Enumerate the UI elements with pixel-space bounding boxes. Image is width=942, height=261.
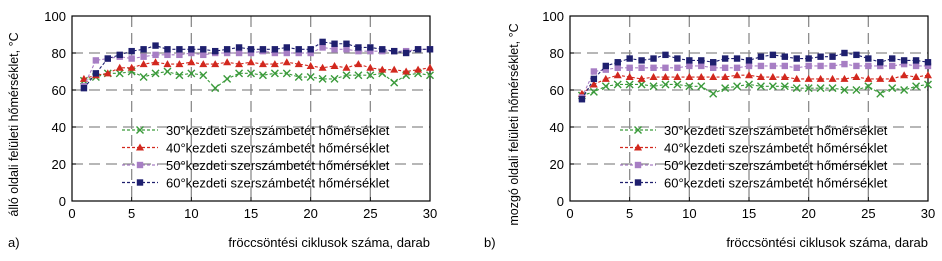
legend-label: 50°kezdeti szerszámbetét hőmérséklet [664,158,888,173]
x-tick-label: 10 [184,206,199,221]
legend-label: 30°kezdeti szerszámbetét hőmérséklet [664,123,888,138]
data-point [829,54,835,60]
data-point [391,48,397,54]
legend-label: 30°kezdeti szerszámbetét hőmérséklet [166,123,390,138]
legend-label: 50°kezdeti szerszámbetét hőmérséklet [166,158,390,173]
data-point [319,44,325,50]
x-axis-label: fröccsöntési ciklusok száma, darab [228,235,430,250]
data-point [662,52,668,58]
legend-label: 60°kezdeti szerszámbetét hőmérséklet [664,175,888,191]
legend-item [122,141,390,156]
panel-label: b) [484,235,496,250]
data-point [710,90,717,97]
x-tick-label: 5 [128,206,136,221]
data-point [805,55,811,61]
data-point [414,66,422,73]
data-point [116,70,123,77]
data-point [615,65,621,71]
data-point [152,52,158,58]
series-line [84,72,430,89]
data-point [698,57,704,63]
data-point [319,39,325,45]
x-tick-label: 5 [626,206,634,221]
legend-label: 40°kezdeti szerszámbetét hőmérséklet [664,140,888,156]
data-point [733,71,741,78]
data-point [794,55,800,61]
data-point [746,63,752,69]
data-point [638,65,644,71]
series-4 [579,50,931,103]
y-tick-label: 40 [51,120,66,135]
data-point [698,63,704,69]
data-point [900,71,908,78]
data-point [635,162,641,168]
data-point [852,73,860,80]
data-point [901,57,907,63]
legend-item [122,158,390,173]
data-point [853,52,859,58]
data-point [391,79,398,86]
data-point [865,63,871,69]
x-tick-label: 15 [741,206,757,221]
data-point [769,73,777,80]
data-point [224,75,231,82]
legend-item [620,176,888,191]
x-tick-label: 30 [920,206,936,221]
data-point [865,55,871,61]
data-point [354,60,362,67]
data-point [390,66,398,73]
data-point [794,65,800,71]
data-point [164,46,170,52]
y-tick-label: 80 [51,46,66,61]
data-point [626,65,632,71]
data-point [343,46,349,52]
data-point [176,46,182,52]
series-line [84,42,430,88]
series-line [582,53,928,99]
data-point [782,63,788,69]
data-point [722,65,728,71]
data-point [224,46,230,52]
y-tick-label: 100 [44,9,66,24]
data-point [650,65,656,71]
data-point [686,57,692,63]
data-point [805,63,811,69]
data-point [710,59,716,65]
data-point [817,63,823,69]
x-tick-label: 20 [303,206,318,221]
x-tick-label: 25 [861,206,876,221]
data-point [105,55,111,61]
x-tick-label: 0 [68,206,76,221]
data-point [579,96,585,102]
data-point [615,59,621,65]
y-tick-label: 20 [549,157,564,172]
data-point [758,54,764,60]
data-point [247,58,255,65]
data-point [602,83,609,90]
data-point [841,61,847,67]
data-point [200,52,206,58]
data-point [841,50,847,56]
data-point [212,48,218,54]
data-point [626,73,634,80]
data-point [188,46,194,52]
data-point [829,75,837,82]
data-point [591,76,597,82]
data-point [284,44,290,50]
series-2 [80,58,434,82]
y-tick-label: 40 [549,120,564,135]
series-4 [81,39,433,92]
x-tick-label: 25 [363,206,378,221]
data-point [913,57,919,63]
data-point [248,46,254,52]
x-tick-label: 20 [801,206,816,221]
data-point [710,65,716,71]
data-point [746,57,752,63]
y-tick-label: 20 [51,157,66,172]
legend-item [122,123,390,138]
data-point [403,50,409,56]
data-point [925,59,931,65]
chart-panel-b [484,9,935,250]
data-point [734,55,740,61]
data-point [853,63,859,69]
data-point [888,75,896,82]
data-point [674,65,680,71]
y-tick-label: 80 [549,46,564,61]
legend [620,123,888,191]
data-point [272,46,278,52]
data-point [128,55,134,61]
panel-label: a) [8,235,20,250]
data-point [164,52,170,58]
data-point [93,57,99,63]
data-point [889,55,895,61]
data-point [343,41,349,47]
y-tick-label: 0 [58,194,66,209]
x-axis-label: fröccsöntési ciklusok száma, darab [726,235,928,250]
data-point [674,55,680,61]
data-point [745,71,753,78]
data-point [140,54,146,60]
data-point [140,74,147,81]
data-point [137,162,143,168]
data-point [331,62,339,69]
y-tick-label: 60 [549,83,564,98]
data-point [152,58,160,65]
data-point [924,71,932,78]
data-point [770,63,776,69]
data-point [638,81,645,88]
data-point [176,52,182,58]
data-point [283,70,290,77]
data-point [734,65,740,71]
data-point [426,64,434,71]
data-point [307,46,313,52]
y-tick-label: 60 [51,83,66,98]
x-tick-label: 0 [566,206,574,221]
data-point [117,52,123,58]
data-point [379,46,385,52]
data-point [223,58,231,65]
data-point [770,52,776,58]
data-point [913,63,919,69]
data-point [662,81,669,88]
y-tick-label: 100 [542,9,564,24]
data-point [782,54,788,60]
data-point [152,42,158,48]
data-point [283,58,291,65]
data-point [889,63,895,69]
data-point [635,179,641,185]
data-point [877,90,884,97]
data-point [638,57,644,63]
data-point [758,63,764,69]
data-point [603,63,609,69]
data-point [163,60,171,67]
legend-item [620,158,888,173]
y-axis-label: álló oldali felületi hőmérséklet, °C [7,32,21,217]
data-point [236,50,242,56]
chart-panel-a [7,9,437,250]
data-point [331,75,338,82]
data-point [829,63,835,69]
legend-label: 60°kezdeti szerszámbetét hőmérséklet [166,175,390,191]
data-point [366,64,374,71]
series-line [84,62,430,79]
data-point [187,58,195,65]
data-point [415,46,421,52]
data-point [722,55,728,61]
data-point [296,46,302,52]
data-point [853,87,860,94]
data-point [128,48,134,54]
data-point [331,46,337,52]
data-point [140,46,146,52]
data-point [650,55,656,61]
data-point [686,63,692,69]
y-tick-label: 0 [556,194,564,209]
data-point [81,85,87,91]
data-point [137,179,143,185]
data-point [614,71,622,78]
legend [122,123,390,191]
x-tick-label: 15 [243,206,259,221]
data-point [367,44,373,50]
data-point [709,73,717,80]
x-tick-label: 30 [422,206,438,221]
data-point [355,44,361,50]
data-point [877,59,883,65]
legend-label: 40°kezdeti szerszámbetét hőmérséklet [166,140,390,156]
data-point [698,83,705,90]
data-point [650,73,658,80]
legend-item [122,176,390,191]
data-point [591,68,597,74]
legend-item [620,123,888,138]
data-point [331,41,337,47]
data-point [236,44,242,50]
data-point [769,83,776,90]
y-axis-label: mozgó oldali felületi hőmérséklet, °C [507,23,521,226]
data-point [284,50,290,56]
series-line [582,64,928,97]
data-point [662,65,668,71]
data-point [626,55,632,61]
data-point [200,46,206,52]
legend-item [620,141,888,156]
data-point [342,64,350,71]
data-point [734,83,741,90]
data-point [912,73,920,80]
data-point [93,70,99,76]
x-tick-label: 10 [682,206,697,221]
data-point [673,73,681,80]
data-point [260,46,266,52]
data-point [817,54,823,60]
data-point [164,68,171,75]
data-point [427,46,433,52]
